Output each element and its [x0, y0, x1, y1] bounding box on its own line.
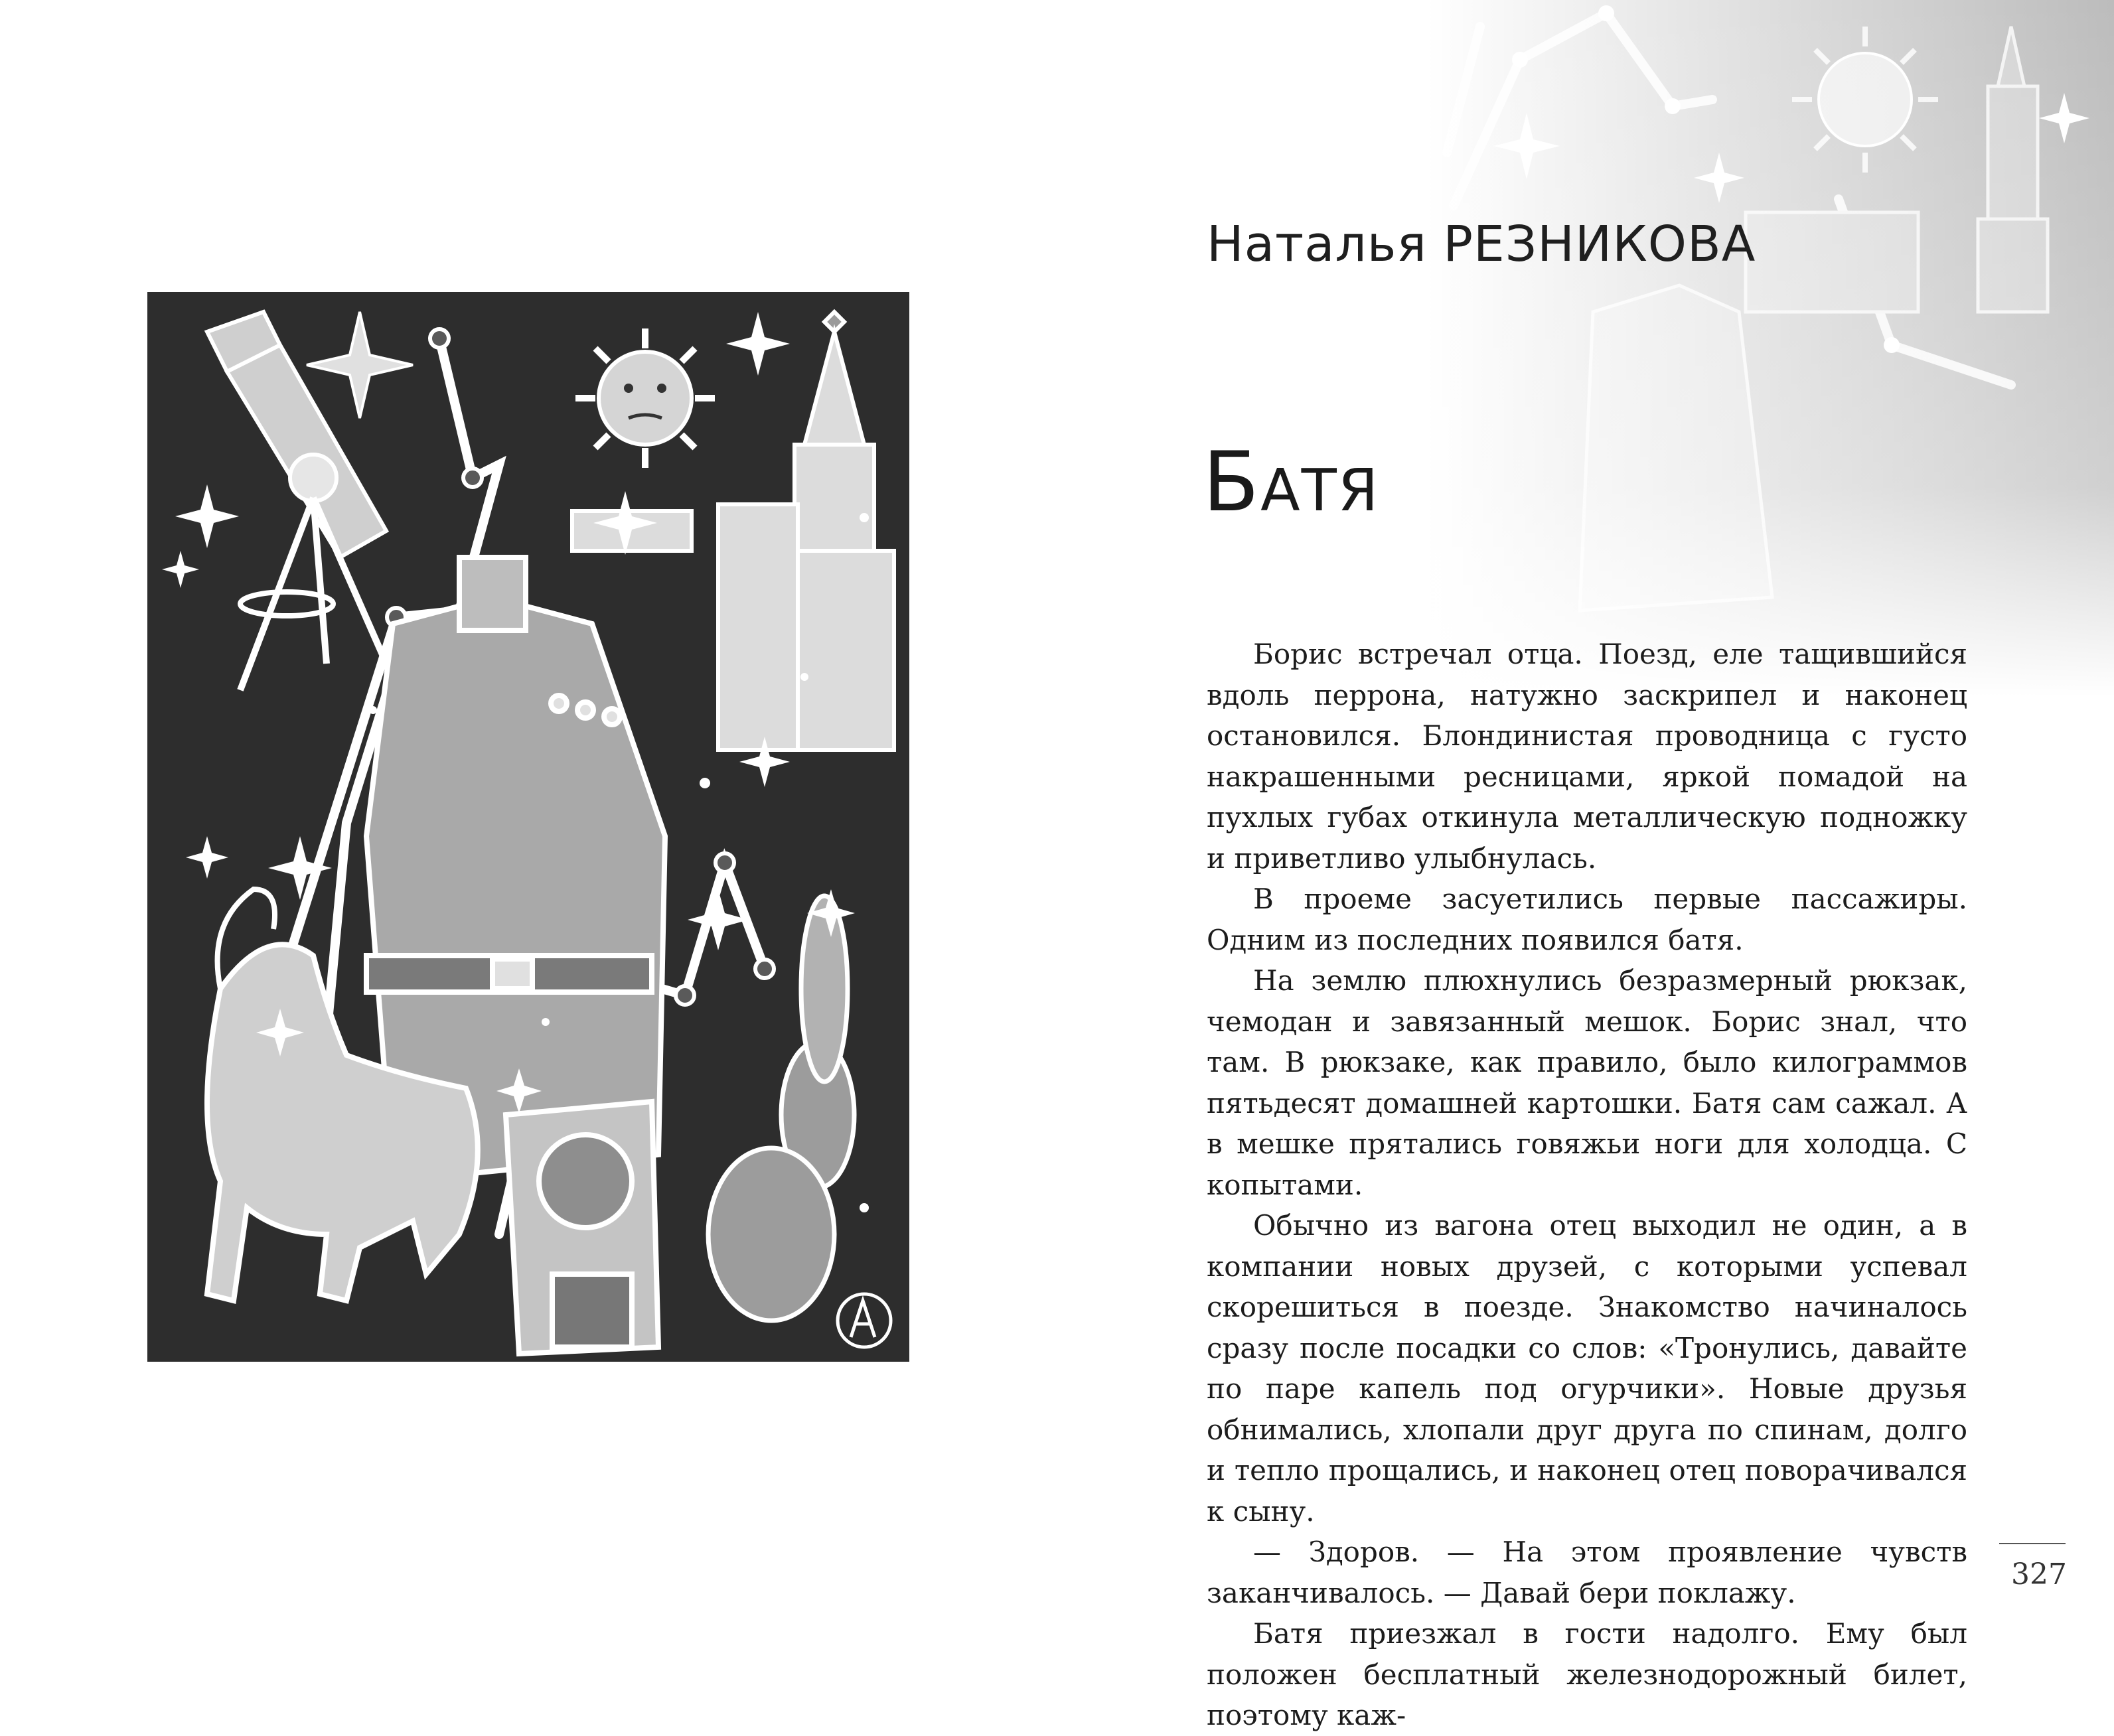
paragraph: — Здоров. — На этом проявление чувств заканчивалось. — Давай бери поклажу.	[1207, 1536, 1967, 1609]
paragraph: В проеме засуетились первые пассажиры. Одним из последних появился батя.	[1207, 883, 1967, 956]
story-title: Батя	[1203, 435, 1380, 530]
paragraph: Обычно из вагона отец выходил не один, а в компании новых друзей, с которыми успевал скорешиться в поезде. Знакомство начиналось сразу после посадки со слов: «Тронулись, давайте по паре капель под огурчики». Новые друзья обнимались, хлопали друг друга по спинам, долго и тепло прощались, и наконец отец поворачивался к сыну.	[1207, 1209, 1967, 1528]
constellation-illustration	[147, 292, 909, 1362]
paragraph: Борис встречал отца. Поезд, еле тащившийся вдоль перрона, натужно заскрипел и наконец остановился. Блондинистая проводница с густо накрашенными ресницами, яркой помадой на пухлых губах откинула металлическую подножку и приветливо улыбнулась.	[1207, 638, 1967, 875]
story-body	[1207, 634, 1967, 1736]
paragraph: Батя приезжал в гости надолго. Ему был положен бесплатный железнодорожный билет, поэтому каж-	[1207, 1617, 1967, 1731]
page-number-rule	[1999, 1543, 2066, 1544]
page-number: 327	[2011, 1557, 2067, 1591]
trousers-drawing	[506, 1102, 658, 1354]
background-art	[1427, 0, 2114, 697]
paragraph: На землю плюхнулись безразмерный рюкзак, чемодан и завязанный мешок. Борис знал, что там. В рюкзаке, как правило, было килограммов пятьдесят домашней картошки. Батя сам сажал. А в мешке прятались говяжьи ноги для холодца. С копытами.	[1207, 964, 1967, 1201]
author-name: Наталья РЕЗНИКОВА	[1207, 216, 1756, 273]
